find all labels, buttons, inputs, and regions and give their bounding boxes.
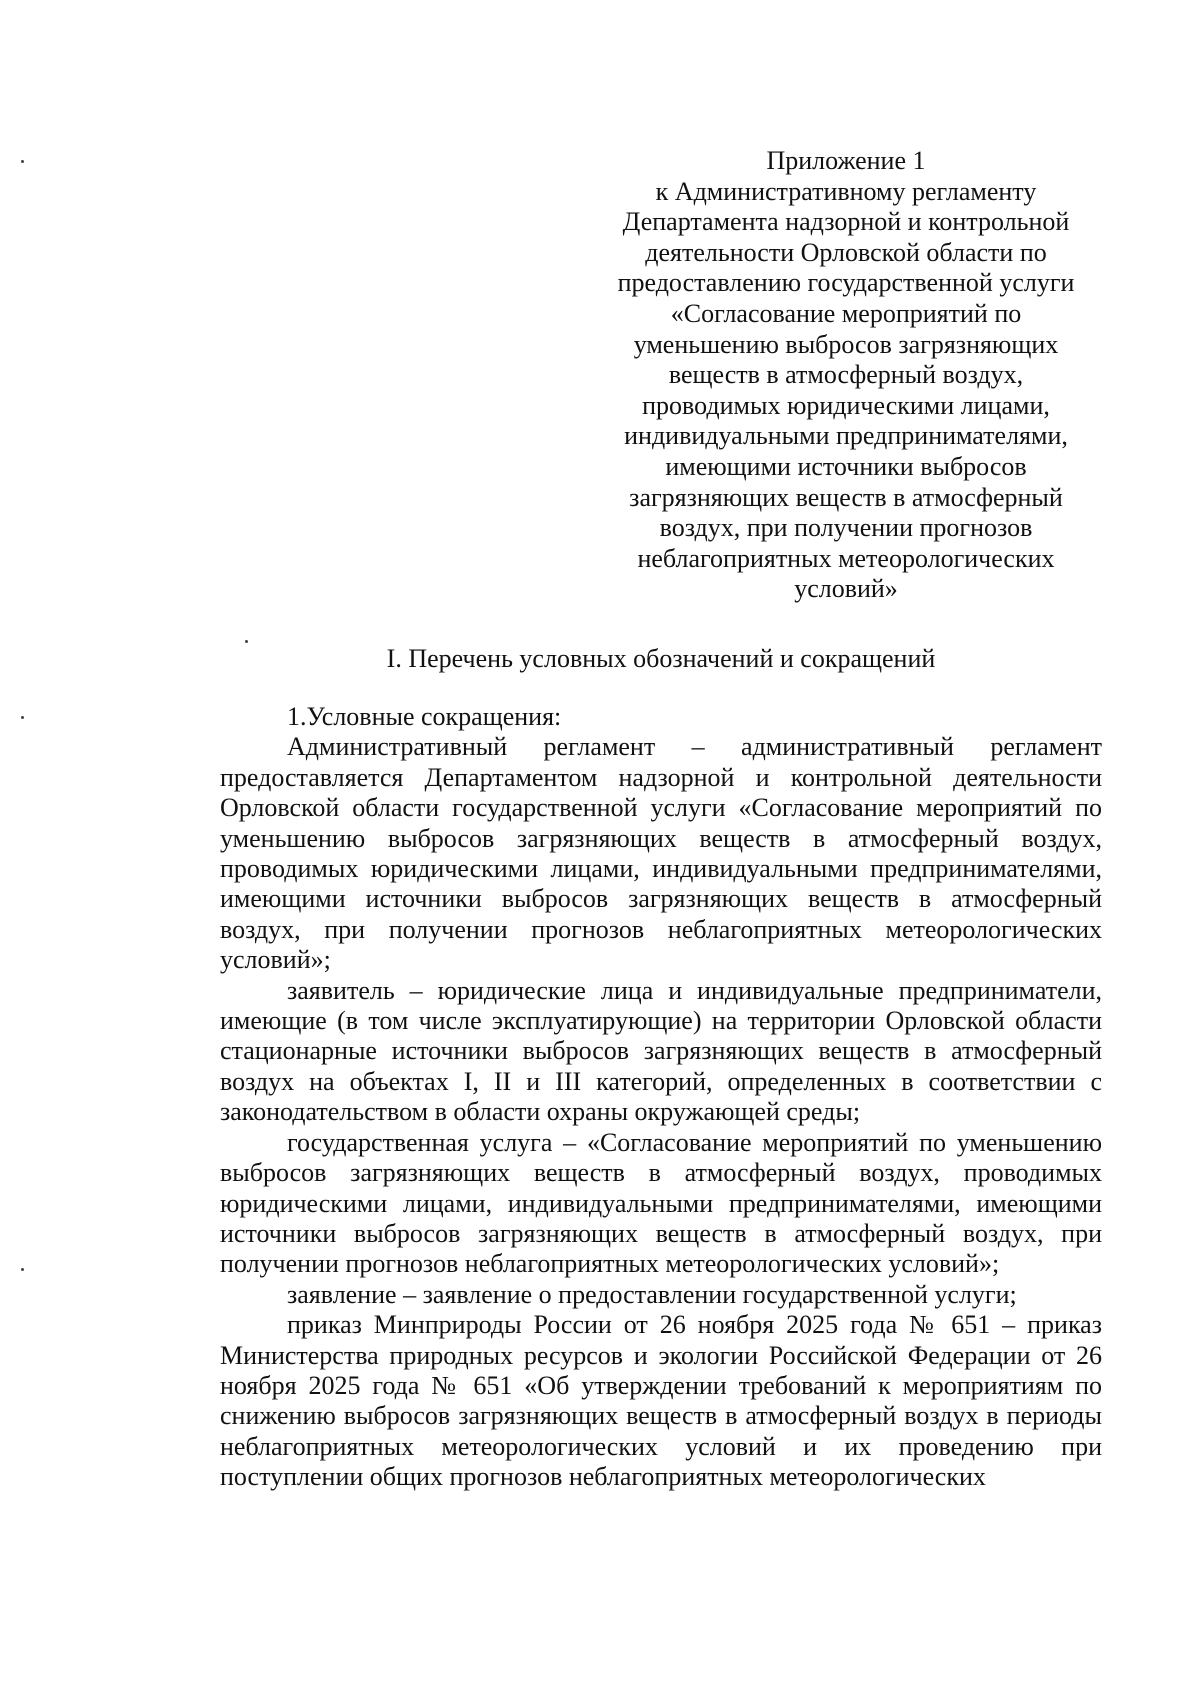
annex-line: «Согласование мероприятий по (670, 298, 1022, 328)
annex-line: Приложение 1 (766, 146, 926, 175)
annex-line: к Административному регламенту (655, 176, 1037, 206)
scan-speck (21, 160, 24, 163)
annex-line: неблагоприятных метеорологических (637, 543, 1055, 573)
definition-administrative-regulation: Административный регламент – административный регламент предоставляется Департаментом надзорной и контрольной деятельности Орловской области государственной услуги «Согласование мероприятий по уменьшению выбросов загрязняющих веществ в атмосферный воздух, проводимых юридическими лицами, индивидуальными предпринимателями, имеющими источники выбросов загрязняющих веществ в атмосферный воздух, при получении прогнозов неблагоприятных метеорологических условий»; (220, 732, 1102, 975)
definition-state-service: государственная услуга – «Согласование мероприятий по уменьшению выбросов загрязняющих веществ в атмосферный воздух, проводимых юридическими лицами, индивидуальными предпринимателями, имеющими источники выбросов загрязняющих веществ в атмосферный воздух, при получении прогнозов неблагоприятных метеорологических условий»; (220, 1127, 1102, 1279)
annex-line: условий» (794, 574, 898, 604)
annex-line: Департамента надзорной и контрольной (622, 207, 1070, 237)
section-title: I. Перечень условных обозначений и сокращений (386, 644, 936, 673)
annex-line: воздух, при получении прогнозов (659, 513, 1033, 543)
annex-line: предоставлению государственной услуги (617, 268, 1075, 298)
annex-line: имеющими источники выбросов (665, 451, 1027, 481)
document-body (220, 702, 1102, 1493)
annex-line: веществ в атмосферный воздух, (668, 360, 1024, 390)
annex-line: индивидуальными предпринимателями, (624, 421, 1068, 451)
annex-line: проводимых юридическими лицами, (642, 390, 1050, 420)
scan-speck (21, 1268, 24, 1271)
abbreviations-heading: 1.Условные сокращения: (287, 702, 562, 731)
annex-header (611, 146, 1081, 605)
annex-line: деятельности Орловской области по (645, 237, 1047, 267)
definition-application: заявление – заявление о предоставлении государственной услуги; (287, 1279, 1017, 1309)
definition-ministry-order: приказ Минприроды России от 26 ноября 2025 года № 651 – приказ Министерства природных ресурсов и экологии Российской Федерации от 26 ноября 2025 года № 651 «Об утверждении требований к мероприятиям по снижению выбросов загрязняющих веществ в атмосферный воздух в периоды неблагоприятных метеорологических условий и их проведению при поступлении общих прогнозов неблагоприятных метеорологических (220, 1310, 1102, 1492)
annex-line: загрязняющих веществ в атмосферный (629, 482, 1063, 512)
annex-line: уменьшению выбросов загрязняющих (633, 329, 1059, 359)
definition-applicant: заявитель – юридические лица и индивидуальные предприниматели, имеющие (в том числе эксплуатирующие) на территории Орловской области стационарные источники выбросов загрязняющих веществ в атмосферный воздух на объектах I, II и III категорий, определенных в соответствии с законодательством в области охраны окружающей среды; (220, 975, 1102, 1127)
scan-speck (21, 716, 24, 719)
